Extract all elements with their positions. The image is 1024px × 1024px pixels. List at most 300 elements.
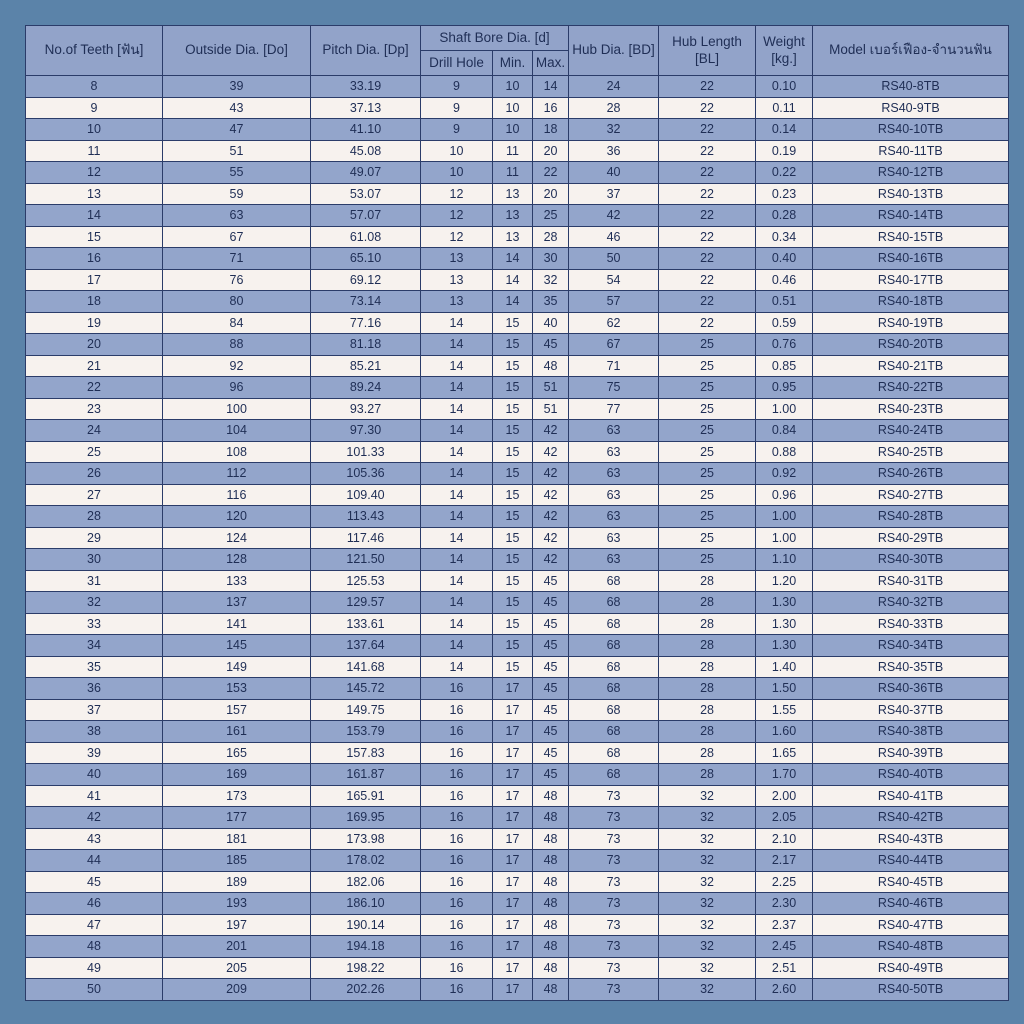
table-cell: 11 xyxy=(26,140,163,162)
table-cell: 0.95 xyxy=(756,377,813,399)
table-row xyxy=(26,549,1009,571)
col-header-max: Max. xyxy=(533,51,569,76)
table-cell: 28 xyxy=(659,678,756,700)
table-cell: 201 xyxy=(163,936,311,958)
table-cell: 73 xyxy=(569,828,659,850)
table-cell: 120 xyxy=(163,506,311,528)
table-cell: 11 xyxy=(493,162,533,184)
table-cell: 0.22 xyxy=(756,162,813,184)
table-row xyxy=(26,334,1009,356)
table-cell: 73 xyxy=(569,893,659,915)
col-header-shaft-bore-group: Shaft Bore Dia. [d] xyxy=(421,26,569,51)
table-cell: 129.57 xyxy=(311,592,421,614)
table-cell: 14 xyxy=(421,656,493,678)
table-cell: 1.30 xyxy=(756,635,813,657)
table-cell: 62 xyxy=(569,312,659,334)
table-cell: 8 xyxy=(26,76,163,98)
table-cell: 29 xyxy=(26,527,163,549)
table-cell: 117.46 xyxy=(311,527,421,549)
table-cell: 14 xyxy=(421,613,493,635)
table-cell: 17 xyxy=(493,957,533,979)
table-cell: 133 xyxy=(163,570,311,592)
table-cell: 22 xyxy=(659,248,756,270)
table-cell: 48 xyxy=(533,936,569,958)
table-cell: 14 xyxy=(493,291,533,313)
table-cell: 16 xyxy=(421,828,493,850)
table-cell: 32 xyxy=(659,850,756,872)
table-cell: 54 xyxy=(569,269,659,291)
table-cell: 0.59 xyxy=(756,312,813,334)
table-cell: 16 xyxy=(421,850,493,872)
table-cell: 2.00 xyxy=(756,785,813,807)
table-cell: 20 xyxy=(26,334,163,356)
table-cell: RS40-32TB xyxy=(813,592,1009,614)
table-cell: 141.68 xyxy=(311,656,421,678)
table-cell: 85.21 xyxy=(311,355,421,377)
table-cell: 25 xyxy=(659,377,756,399)
table-cell: RS40-47TB xyxy=(813,914,1009,936)
table-cell: 14 xyxy=(421,355,493,377)
table-cell: 32 xyxy=(659,828,756,850)
table-cell: 189 xyxy=(163,871,311,893)
table-cell: 17 xyxy=(493,914,533,936)
table-cell: 17 xyxy=(493,893,533,915)
table-cell: 63 xyxy=(569,441,659,463)
table-cell: 69.12 xyxy=(311,269,421,291)
table-row xyxy=(26,742,1009,764)
table-cell: 48 xyxy=(533,807,569,829)
table-cell: RS40-42TB xyxy=(813,807,1009,829)
table-cell: 0.92 xyxy=(756,463,813,485)
table-cell: RS40-39TB xyxy=(813,742,1009,764)
table-cell: 49 xyxy=(26,957,163,979)
table-cell: 124 xyxy=(163,527,311,549)
table-cell: 109.40 xyxy=(311,484,421,506)
table-cell: 33.19 xyxy=(311,76,421,98)
table-cell: 16 xyxy=(26,248,163,270)
table-cell: 80 xyxy=(163,291,311,313)
table-cell: 2.17 xyxy=(756,850,813,872)
table-cell: 18 xyxy=(26,291,163,313)
table-cell: 28 xyxy=(533,226,569,248)
table-cell: 13 xyxy=(421,248,493,270)
table-cell: 45 xyxy=(533,334,569,356)
table-cell: 17 xyxy=(493,742,533,764)
col-header-model: Model เบอร์เฟือง-จำนวนฟัน xyxy=(813,26,1009,76)
hub-length-label-line1: Hub Length xyxy=(672,33,742,49)
table-cell: 17 xyxy=(493,871,533,893)
table-cell: 28 xyxy=(659,592,756,614)
table-cell: RS40-27TB xyxy=(813,484,1009,506)
table-cell: 21 xyxy=(26,355,163,377)
table-cell: 77.16 xyxy=(311,312,421,334)
table-cell: 10 xyxy=(421,140,493,162)
table-cell: 16 xyxy=(421,742,493,764)
table-cell: RS40-11TB xyxy=(813,140,1009,162)
col-header-teeth: No.of Teeth [ฟัน] xyxy=(26,26,163,76)
table-cell: 14 xyxy=(421,527,493,549)
table-cell: RS40-46TB xyxy=(813,893,1009,915)
table-cell: 197 xyxy=(163,914,311,936)
table-cell: 14 xyxy=(421,484,493,506)
table-cell: RS40-38TB xyxy=(813,721,1009,743)
table-cell: 16 xyxy=(421,914,493,936)
table-cell: 0.85 xyxy=(756,355,813,377)
table-cell: 14 xyxy=(421,312,493,334)
table-cell: RS40-49TB xyxy=(813,957,1009,979)
table-cell: 73 xyxy=(569,914,659,936)
table-cell: 26 xyxy=(26,463,163,485)
table-cell: 73 xyxy=(569,957,659,979)
table-row xyxy=(26,871,1009,893)
table-cell: 34 xyxy=(26,635,163,657)
table-cell: 14 xyxy=(421,334,493,356)
table-cell: 42 xyxy=(533,463,569,485)
table-cell: 22 xyxy=(659,183,756,205)
table-cell: 32 xyxy=(659,957,756,979)
table-cell: 71 xyxy=(569,355,659,377)
table-cell: 44 xyxy=(26,850,163,872)
table-cell: 15 xyxy=(493,549,533,571)
header-row-top xyxy=(26,26,1009,51)
table-cell: 14 xyxy=(421,592,493,614)
table-cell: 42 xyxy=(533,549,569,571)
table-body xyxy=(26,76,1009,1001)
table-cell: 32 xyxy=(659,807,756,829)
table-cell: 25 xyxy=(659,463,756,485)
table-cell: 47 xyxy=(163,119,311,141)
table-cell: 46 xyxy=(569,226,659,248)
table-cell: 14 xyxy=(421,441,493,463)
table-cell: 22 xyxy=(659,226,756,248)
table-cell: 16 xyxy=(533,97,569,119)
table-cell: 15 xyxy=(493,570,533,592)
table-cell: 68 xyxy=(569,742,659,764)
table-row xyxy=(26,914,1009,936)
table-cell: 15 xyxy=(493,463,533,485)
table-cell: 1.10 xyxy=(756,549,813,571)
table-cell: 2.30 xyxy=(756,893,813,915)
table-cell: 63 xyxy=(569,527,659,549)
table-cell: 0.23 xyxy=(756,183,813,205)
table-cell: 28 xyxy=(659,699,756,721)
table-cell: 14 xyxy=(421,570,493,592)
table-cell: 53.07 xyxy=(311,183,421,205)
table-cell: 73 xyxy=(569,871,659,893)
table-cell: 37.13 xyxy=(311,97,421,119)
table-cell: 16 xyxy=(421,785,493,807)
table-cell: 17 xyxy=(26,269,163,291)
table-cell: 32 xyxy=(659,871,756,893)
table-cell: RS40-43TB xyxy=(813,828,1009,850)
table-cell: RS40-15TB xyxy=(813,226,1009,248)
table-cell: RS40-48TB xyxy=(813,936,1009,958)
table-cell: 63 xyxy=(163,205,311,227)
hub-length-label-line2: [BL] xyxy=(695,50,720,66)
table-cell: 105.36 xyxy=(311,463,421,485)
table-cell: 45 xyxy=(533,678,569,700)
table-cell: 36 xyxy=(569,140,659,162)
table-cell: 17 xyxy=(493,936,533,958)
table-cell: 22 xyxy=(533,162,569,184)
table-cell: 186.10 xyxy=(311,893,421,915)
table-cell: 116 xyxy=(163,484,311,506)
table-cell: 1.30 xyxy=(756,613,813,635)
table-cell: 157 xyxy=(163,699,311,721)
table-cell: 32 xyxy=(569,119,659,141)
table-cell: 77 xyxy=(569,398,659,420)
table-cell: 25 xyxy=(659,420,756,442)
table-cell: 45 xyxy=(533,635,569,657)
table-cell: 28 xyxy=(659,764,756,786)
table-cell: 100 xyxy=(163,398,311,420)
table-cell: 13 xyxy=(493,226,533,248)
table-cell: 65.10 xyxy=(311,248,421,270)
table-cell: RS40-22TB xyxy=(813,377,1009,399)
table-cell: 12 xyxy=(26,162,163,184)
table-row xyxy=(26,398,1009,420)
table-row xyxy=(26,828,1009,850)
table-cell: 17 xyxy=(493,721,533,743)
table-cell: 0.19 xyxy=(756,140,813,162)
table-row xyxy=(26,979,1009,1001)
table-cell: 193 xyxy=(163,893,311,915)
table-cell: RS40-37TB xyxy=(813,699,1009,721)
table-cell: RS40-31TB xyxy=(813,570,1009,592)
table-cell: 59 xyxy=(163,183,311,205)
table-cell: 14 xyxy=(493,269,533,291)
table-cell: 22 xyxy=(659,205,756,227)
table-cell: 125.53 xyxy=(311,570,421,592)
col-header-outside-dia: Outside Dia. [Do] xyxy=(163,26,311,76)
table-cell: 2.60 xyxy=(756,979,813,1001)
table-cell: 16 xyxy=(421,764,493,786)
table-cell: 209 xyxy=(163,979,311,1001)
table-cell: 16 xyxy=(421,721,493,743)
table-cell: 46 xyxy=(26,893,163,915)
table-cell: 48 xyxy=(533,957,569,979)
table-cell: 0.34 xyxy=(756,226,813,248)
table-cell: 1.00 xyxy=(756,527,813,549)
table-cell: 68 xyxy=(569,635,659,657)
table-cell: 19 xyxy=(26,312,163,334)
table-cell: 24 xyxy=(569,76,659,98)
table-row xyxy=(26,463,1009,485)
table-cell: 42 xyxy=(533,420,569,442)
table-cell: RS40-24TB xyxy=(813,420,1009,442)
table-cell: 113.43 xyxy=(311,506,421,528)
table-cell: RS40-8TB xyxy=(813,76,1009,98)
table-cell: 2.37 xyxy=(756,914,813,936)
table-cell: RS40-12TB xyxy=(813,162,1009,184)
table-cell: 75 xyxy=(569,377,659,399)
table-cell: 22 xyxy=(659,162,756,184)
table-cell: 0.96 xyxy=(756,484,813,506)
table-cell: 104 xyxy=(163,420,311,442)
table-cell: 42 xyxy=(569,205,659,227)
table-cell: 68 xyxy=(569,613,659,635)
table-cell: 101.33 xyxy=(311,441,421,463)
table-cell: 165.91 xyxy=(311,785,421,807)
table-cell: 68 xyxy=(569,699,659,721)
table-cell: 14 xyxy=(421,398,493,420)
table-cell: 63 xyxy=(569,484,659,506)
table-row xyxy=(26,592,1009,614)
table-cell: 15 xyxy=(493,592,533,614)
table-row xyxy=(26,420,1009,442)
table-cell: RS40-18TB xyxy=(813,291,1009,313)
table-cell: 17 xyxy=(493,807,533,829)
table-cell: 22 xyxy=(659,269,756,291)
table-cell: 0.51 xyxy=(756,291,813,313)
table-cell: RS40-36TB xyxy=(813,678,1009,700)
table-cell: RS40-29TB xyxy=(813,527,1009,549)
table-row xyxy=(26,957,1009,979)
table-cell: 28 xyxy=(659,613,756,635)
table-cell: 16 xyxy=(421,871,493,893)
table-cell: 14 xyxy=(421,506,493,528)
table-cell: RS40-50TB xyxy=(813,979,1009,1001)
table-cell: 137.64 xyxy=(311,635,421,657)
table-cell: 17 xyxy=(493,785,533,807)
table-cell: 15 xyxy=(493,527,533,549)
table-cell: 45 xyxy=(533,592,569,614)
table-cell: 0.14 xyxy=(756,119,813,141)
table-cell: 48 xyxy=(533,871,569,893)
table-cell: 18 xyxy=(533,119,569,141)
table-header xyxy=(26,26,1009,76)
table-cell: 15 xyxy=(493,334,533,356)
table-cell: 14 xyxy=(421,549,493,571)
table-cell: 68 xyxy=(569,678,659,700)
table-cell: 13 xyxy=(421,269,493,291)
table-cell: 45 xyxy=(533,570,569,592)
table-cell: 15 xyxy=(493,441,533,463)
table-cell: 30 xyxy=(533,248,569,270)
table-cell: 13 xyxy=(493,183,533,205)
table-cell: 178.02 xyxy=(311,850,421,872)
table-cell: 14 xyxy=(421,463,493,485)
col-header-min: Min. xyxy=(493,51,533,76)
table-cell: 9 xyxy=(421,119,493,141)
table-cell: 68 xyxy=(569,721,659,743)
table-cell: 182.06 xyxy=(311,871,421,893)
table-row xyxy=(26,570,1009,592)
table-cell: RS40-17TB xyxy=(813,269,1009,291)
table-cell: 67 xyxy=(163,226,311,248)
table-cell: 48 xyxy=(533,850,569,872)
table-cell: 49.07 xyxy=(311,162,421,184)
table-row xyxy=(26,807,1009,829)
table-cell: 14 xyxy=(421,420,493,442)
table-cell: 145 xyxy=(163,635,311,657)
table-cell: 149.75 xyxy=(311,699,421,721)
table-cell: RS40-25TB xyxy=(813,441,1009,463)
table-cell: 42 xyxy=(26,807,163,829)
table-cell: 137 xyxy=(163,592,311,614)
table-cell: 10 xyxy=(493,97,533,119)
table-cell: 68 xyxy=(569,570,659,592)
table-cell: 24 xyxy=(26,420,163,442)
table-cell: 17 xyxy=(493,828,533,850)
table-cell: 141 xyxy=(163,613,311,635)
table-cell: 88 xyxy=(163,334,311,356)
table-cell: 45 xyxy=(533,656,569,678)
table-cell: 25 xyxy=(659,398,756,420)
table-cell: 15 xyxy=(493,420,533,442)
table-cell: 12 xyxy=(421,226,493,248)
table-cell: 190.14 xyxy=(311,914,421,936)
table-cell: 32 xyxy=(659,979,756,1001)
weight-label-line1: Weight xyxy=(763,33,805,49)
table-cell: 31 xyxy=(26,570,163,592)
table-row xyxy=(26,506,1009,528)
table-cell: 15 xyxy=(493,355,533,377)
table-cell: 9 xyxy=(421,97,493,119)
table-cell: 73 xyxy=(569,807,659,829)
table-cell: 133.61 xyxy=(311,613,421,635)
table-cell: 81.18 xyxy=(311,334,421,356)
sprocket-spec-table xyxy=(25,25,1008,997)
col-header-pitch-dia: Pitch Dia. [Dp] xyxy=(311,26,421,76)
table-cell: 16 xyxy=(421,893,493,915)
weight-label-line2: [kg.] xyxy=(771,50,797,66)
table-cell: 51 xyxy=(163,140,311,162)
table-cell: 63 xyxy=(569,549,659,571)
table-cell: 15 xyxy=(493,377,533,399)
table-cell: 45 xyxy=(533,721,569,743)
table-cell: 15 xyxy=(493,656,533,678)
table-cell: 0.46 xyxy=(756,269,813,291)
table-cell: 17 xyxy=(493,850,533,872)
table-row xyxy=(26,850,1009,872)
col-header-hub-length xyxy=(659,26,756,76)
table-cell: 149 xyxy=(163,656,311,678)
table-cell: 14 xyxy=(421,635,493,657)
table-cell: 51 xyxy=(533,377,569,399)
table-cell: 38 xyxy=(26,721,163,743)
table-cell: 28 xyxy=(659,656,756,678)
table-cell: 16 xyxy=(421,678,493,700)
table-cell: 13 xyxy=(421,291,493,313)
table-cell: RS40-19TB xyxy=(813,312,1009,334)
table-cell: 15 xyxy=(493,613,533,635)
table-cell: 48 xyxy=(26,936,163,958)
table-cell: 15 xyxy=(493,506,533,528)
table-cell: 42 xyxy=(533,527,569,549)
table-cell: RS40-20TB xyxy=(813,334,1009,356)
table-cell: 45 xyxy=(533,764,569,786)
table-cell: 9 xyxy=(26,97,163,119)
table-row xyxy=(26,269,1009,291)
table-row xyxy=(26,613,1009,635)
table-cell: 27 xyxy=(26,484,163,506)
col-header-drill-hole: Drill Hole xyxy=(421,51,493,76)
table-cell: RS40-34TB xyxy=(813,635,1009,657)
table-cell: 32 xyxy=(659,914,756,936)
table-cell: 0.28 xyxy=(756,205,813,227)
table-cell: RS40-35TB xyxy=(813,656,1009,678)
table-cell: 73 xyxy=(569,936,659,958)
table-cell: 0.40 xyxy=(756,248,813,270)
table-cell: 73.14 xyxy=(311,291,421,313)
table-cell: 22 xyxy=(26,377,163,399)
table-cell: 169 xyxy=(163,764,311,786)
table-cell: 68 xyxy=(569,764,659,786)
table-cell: 35 xyxy=(26,656,163,678)
table-row xyxy=(26,699,1009,721)
table-cell: 50 xyxy=(569,248,659,270)
